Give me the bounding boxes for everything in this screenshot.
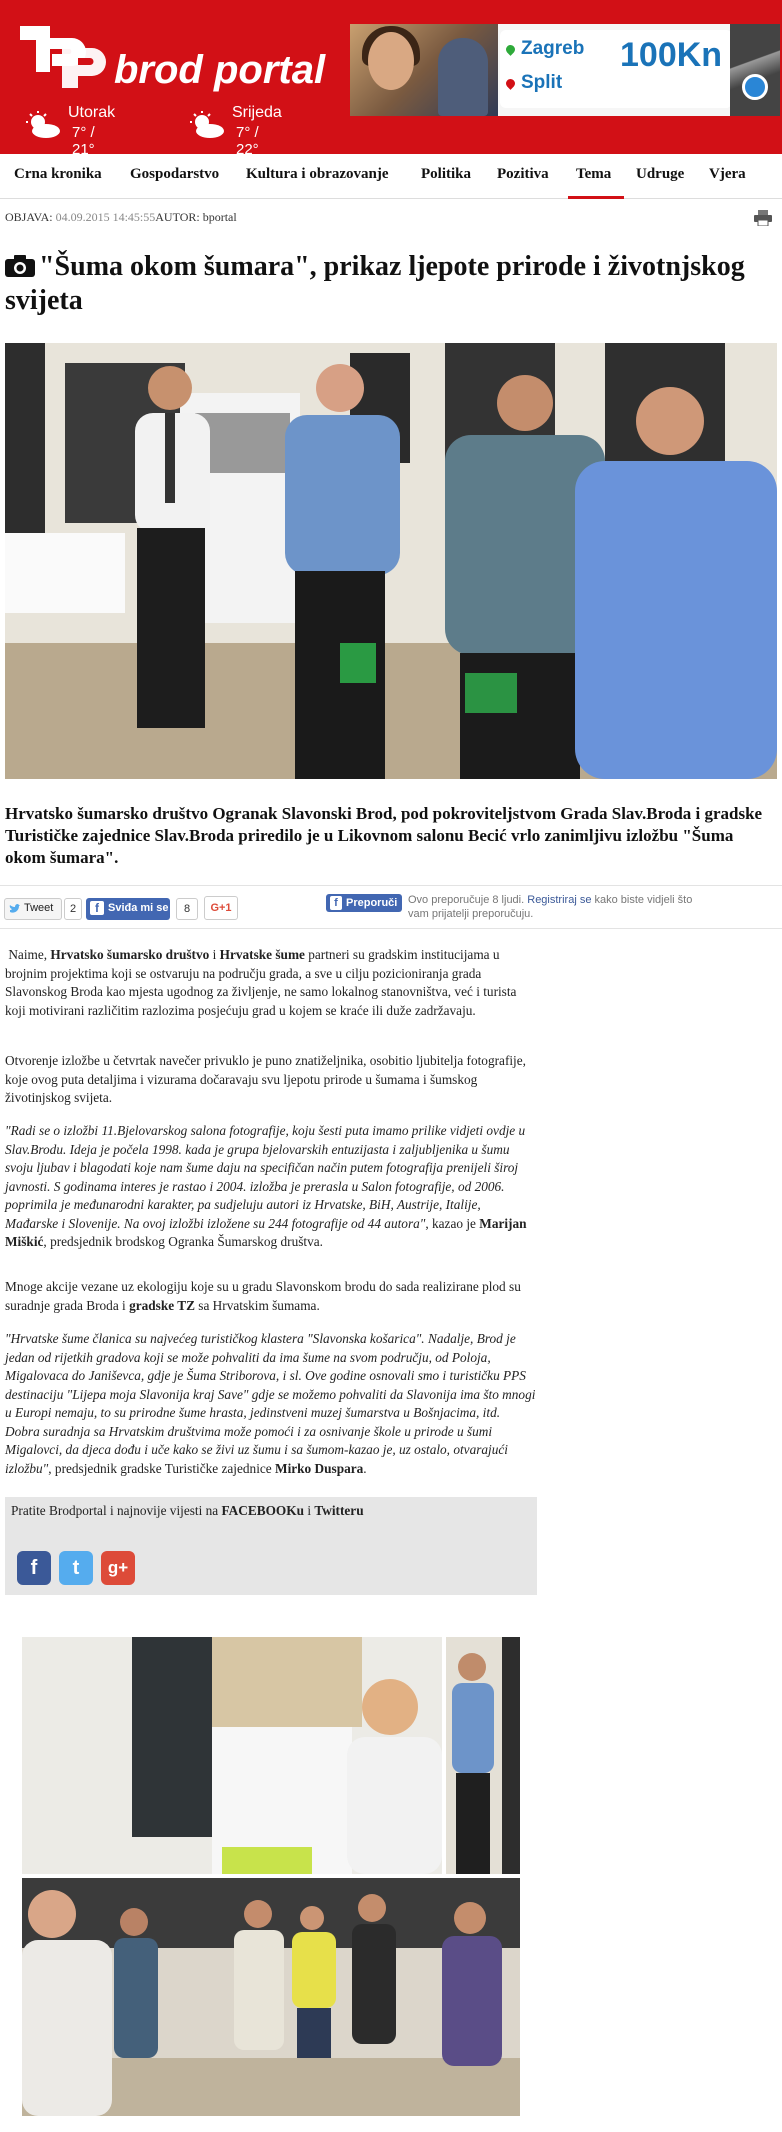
follow-text: Pratite Brodportal i najnovije vijesti na FACEBOOKu i Twitteru	[11, 1503, 364, 1518]
gplus-button[interactable]: G+1	[204, 896, 238, 920]
banner-route	[500, 30, 732, 108]
tweet-button[interactable]: Tweet	[4, 898, 62, 920]
article-meta	[5, 210, 237, 225]
like-count: 8	[176, 898, 198, 920]
tweet-count: 2	[64, 898, 82, 920]
recommend-text: Ovo preporučuje 8 ljudi. Registriraj se kako biste vidjeli što vam prijatelji preporučuju.	[408, 894, 693, 920]
gallery-photo-2[interactable]	[446, 1637, 520, 1874]
logo-text: brod portal	[114, 48, 326, 92]
gallery-image	[22, 1637, 442, 1874]
weather-temp: 7° / 21°	[72, 124, 95, 158]
weather-temp: 7° / 22°	[236, 124, 259, 158]
meta-label: OBJAVA:	[5, 210, 53, 224]
article-lead: Hrvatsko šumarsko društvo Ogranak Slavonski Brod, pod pokroviteljstvom Grada Slav.Broda i gradske Turističke zajednice Slav.Broda priredilo je u Likovnom salonu Becić vrlo zanimljivu izložbu "Šuma okom šumara".	[5, 804, 763, 867]
camera-icon	[5, 255, 35, 277]
banner-dot	[742, 74, 768, 100]
gallery-image	[22, 1878, 520, 2116]
site-header	[0, 0, 782, 158]
print-icon[interactable]	[754, 210, 772, 226]
banner-road	[730, 24, 780, 116]
facebook-icon: f	[90, 901, 104, 915]
nav-item-kultura[interactable]: Kultura i obrazovanje	[246, 166, 389, 182]
article-paragraph-2: Otvorenje izložbe u četvrtak navečer privuklo je puno znatiželjnika, osobitio ljubitelja fotografije, koje ovog puta detaljima i vizurama dočaravaju svu ljepotu prirode u šumama i šumskog životinjskog svijeta.	[5, 1053, 526, 1105]
nav-item-udruge[interactable]: Udruge	[636, 166, 685, 182]
article-paragraph-4: Mnoge akcije vezane uz ekologiju koje su u gradu Slavonskom brodu do sada realizirane plod su suradnje grada Broda i gradske TZ sa Hrvatskim šumama.	[5, 1279, 521, 1313]
banner-city-to: Split	[506, 72, 562, 94]
nav-item-crna-kronika[interactable]: Crna kronika	[14, 166, 102, 182]
gallery-photo-3[interactable]	[22, 1878, 520, 2116]
nav-item-politika[interactable]: Politika	[421, 166, 472, 182]
facebook-recommend-button[interactable]: f Preporuči	[326, 894, 402, 912]
weather-day: Utorak	[68, 104, 116, 121]
facebook-icon[interactable]: f	[17, 1551, 51, 1585]
follow-box	[5, 1497, 537, 1595]
nav-item-tema[interactable]: Tema	[576, 166, 612, 182]
main-nav	[0, 154, 782, 199]
gplus-icon[interactable]: g+	[101, 1551, 135, 1585]
share-bar	[0, 885, 782, 929]
banner-price: 100Kn	[620, 36, 723, 74]
article-author: bportal	[202, 210, 237, 224]
author-label: AUTOR:	[155, 210, 200, 224]
facebook-like-button[interactable]: f Sviđa mi se	[86, 898, 170, 920]
article-title-text: "Šuma okom šumara", prikaz ljepote prirode i životnjskog svijeta	[5, 251, 745, 316]
gallery-image	[446, 1637, 520, 1874]
bp-logo-icon	[14, 18, 114, 88]
register-link[interactable]: Registriraj se	[527, 894, 592, 906]
banner-city-from: Zagreb	[506, 38, 584, 60]
article-paragraph-3: "Radi se o izložbi 11.Bjelovarskog salona fotografije, koju šesti puta imamo prilike vidjeti ovdje u Slav.Brodu. Ideja je počela 1998. kada je grupa bjelovarskih entuzijasta i zaljubljenika u šumu svoju ljubav i blagodati koje nam šume daju na specifičan način putem fotografija prenijeli široj javnosti. S godinama interes je rastao i 2004. izložba je prerasla u Salon fotografije, od 2006. poprimila je međunarodni karakter, pa sudjeluju autori iz Hrvatske, BiH, Austrije, Italije, Mađarske i Slovenije. Na ovoj izložbi izložene su 244 fotografije od 44 autora", kazao je Marijan Miškić, predsjednik brodskog Ogranka Šumarskog društva.	[5, 1123, 527, 1249]
twitter-icon[interactable]: t	[59, 1551, 93, 1585]
sun-cloud-icon	[24, 110, 64, 140]
exhibition-photo	[5, 343, 777, 779]
nav-item-gospodarstvo[interactable]: Gospodarstvo	[130, 166, 220, 182]
twitter-bird-icon	[9, 903, 21, 915]
sun-cloud-icon	[188, 110, 228, 140]
banner-photo	[350, 24, 498, 116]
article-paragraph-5: "Hrvatske šume članica su najvećeg turističkog klastera "Slavonska košarica". Nadalje, Brod je jedan od rijetkih gradova koji se može pohvaliti da ima šume na svom području, od Poloja, Migalovaca do Janiševca, gdje je Šuma Striborova, i sl. Ove godine osnovali smo i turističku PPS destinaciju "Lijepa moja Slavonija kraj Save" gdje se možemo pohvaliti da Slavonija ima što mnogi u Europi nemaju, to su prirodne šume hrasta, jedinstveni muzej šumarstva u Bošnjacima, itd. Dobra suradnja sa Hrvatskim društvima može pomoći i za osnivanje škole u prirode u šumi Migalovci, da djeca dođu i uče kako se živi uz šumu i sa šumom-kazao je, uz ostalo, otvarajući izložbu", predsjednik gradske Turističke zajednice Mirko Duspara.	[5, 1331, 536, 1476]
site-logo[interactable]	[14, 18, 344, 98]
article-main-photo[interactable]	[5, 343, 777, 779]
weather-day: Srijeda	[232, 104, 282, 121]
facebook-icon: f	[330, 896, 342, 910]
article-title	[5, 250, 775, 318]
nav-item-vjera[interactable]: Vjera	[709, 166, 746, 182]
article-date: 04.09.2015 14:45:55	[55, 210, 156, 224]
nav-active-indicator	[568, 196, 624, 199]
gallery-photo-1[interactable]	[22, 1637, 442, 1874]
article-paragraph-1: Naime, Hrvatsko šumarsko društvo i Hrvatske šume partneri su gradskim institucijama u brojnim projektima koji se ostvaruju na području grada, a sve u cilju pozicioniranja grada Slavonskog Broda kao mjesta ugodnog za življenje, ne samo lokalnog stanovništva, već i turista koji motivirani različitim razlozima posjećuju grad u kojem se kraće ili duže zadržavaju.	[5, 947, 517, 1018]
nav-item-pozitiva[interactable]: Pozitiva	[497, 166, 549, 182]
ad-banner[interactable]	[350, 24, 780, 116]
